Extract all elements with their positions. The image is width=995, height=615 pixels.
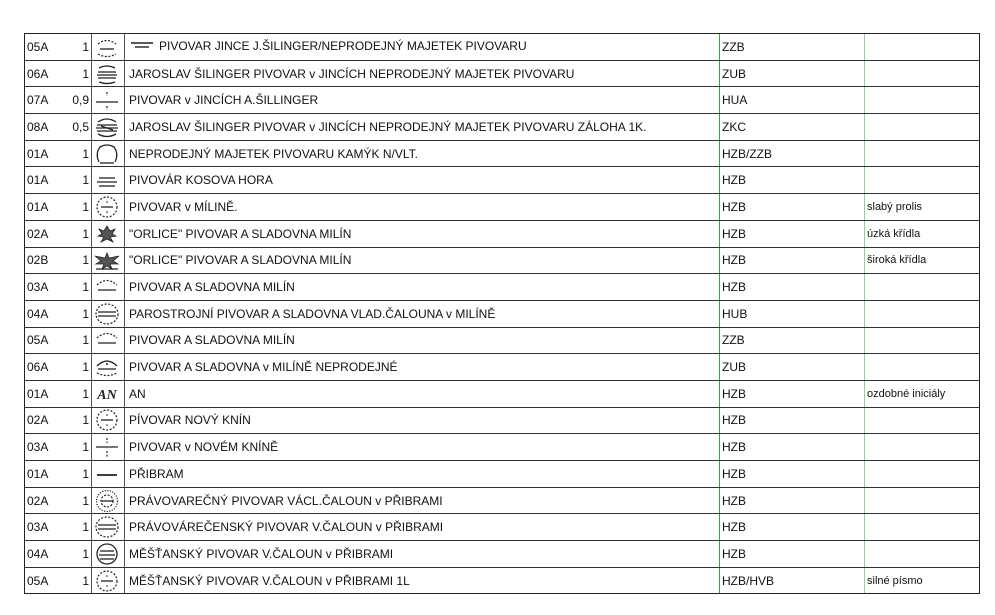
table-row (25, 461, 980, 488)
stamp-type-code: HZB (720, 434, 865, 461)
row-code: 04A (25, 300, 58, 327)
stamp-note (865, 327, 980, 354)
row-code: 05A (25, 327, 58, 354)
row-quantity: 1 (57, 327, 92, 354)
stamp-image-cell (92, 87, 125, 114)
stamp-inscription: PŘIBRAM (129, 466, 184, 481)
stamp-type-code: ZKC (720, 114, 865, 141)
table-row (25, 140, 980, 167)
stamp-inscription-cell (125, 114, 720, 141)
stamp-image-cell (92, 194, 125, 221)
stamp-inscription: AN (129, 386, 146, 401)
row-code: 02B (25, 247, 58, 274)
dense-text-stamp-icon (92, 115, 122, 139)
stamp-note: úzká křídla (865, 220, 980, 247)
table-row (25, 541, 980, 568)
stamp-type-code: HZB (720, 407, 865, 434)
row-code: 02A (25, 487, 58, 514)
stamp-type-code: HZB (720, 541, 865, 568)
stamp-type-code: HZB (720, 167, 865, 194)
svg-text:AN: AN (97, 387, 117, 403)
stamp-inscription: PIVOVAR v MÍLINĚ. (129, 199, 238, 214)
table-row (25, 34, 980, 61)
row-quantity: 1 (57, 167, 92, 194)
dotted-ring-stamp-icon (92, 489, 122, 513)
stamp-inscription: PIVOVAR v JINCÍCH A.ŠILLINGER (129, 93, 319, 108)
table-row (25, 354, 980, 381)
stamp-inscription-cell (125, 194, 720, 221)
dotted-circle-stamp-icon (92, 408, 122, 432)
circle-lined-stamp-icon (92, 542, 122, 566)
stamp-type-code: HZB (720, 274, 865, 301)
stamp-note (865, 60, 980, 87)
stamp-image-cell (92, 114, 125, 141)
row-code: 08A (25, 114, 58, 141)
stamp-inscription: PRÁVOVÁREČENSKÝ PIVOVAR V.ČALOUN v PŘIBRAMI (129, 520, 444, 535)
row-quantity: 1 (57, 34, 92, 61)
stamp-inscription-cell (125, 380, 720, 407)
stamp-note (865, 514, 980, 541)
stamp-catalogue-sheet (24, 33, 968, 594)
table-row (25, 300, 980, 327)
stamp-image-cell (92, 487, 125, 514)
table-row (25, 487, 980, 514)
stamp-image-cell (92, 220, 125, 247)
stamp-type-code: ZUB (720, 60, 865, 87)
single-line-stamp-icon (92, 462, 122, 486)
row-code: 02A (25, 220, 58, 247)
stamp-image-cell (92, 327, 125, 354)
stamp-inscription-cell (125, 87, 720, 114)
stamp-inscription: PIVOVÁR KOSOVA HORA (129, 173, 273, 188)
stamp-note (865, 300, 980, 327)
row-quantity: 1 (57, 461, 92, 488)
row-quantity: 1 (57, 60, 92, 87)
stamp-note (865, 461, 980, 488)
stamp-type-code: HZB (720, 461, 865, 488)
stamp-table (24, 33, 980, 594)
stamp-inscription: PIVOVAR A SLADOVNA v MILÍNĚ NEPRODEJNÉ (129, 360, 398, 375)
oval-lined-stamp-icon (92, 302, 122, 326)
stamp-inscription-cell (125, 140, 720, 167)
stamp-note: široká křídla (865, 247, 980, 274)
stamp-inscription-cell (125, 167, 720, 194)
stamp-note (865, 140, 980, 167)
stamp-image-cell (92, 461, 125, 488)
stamp-image-cell (92, 140, 125, 167)
stamp-image-cell (92, 274, 125, 301)
stamp-image-cell (92, 60, 125, 87)
stamp-inscription: MĚŠŤANSKÝ PIVOVAR V.ČALOUN v PŘIBRAMI (129, 546, 394, 561)
row-quantity: 1 (57, 434, 92, 461)
stamp-type-code: HUB (720, 300, 865, 327)
oval-lined-stamp-icon (92, 515, 122, 539)
row-quantity: 1 (57, 300, 92, 327)
stamp-inscription: PAROSTROJNÍ PIVOVAR A SLADOVNA VLAD.ČALOUNA v MILÍNĚ (129, 306, 496, 321)
table-row (25, 194, 980, 221)
stamp-inscription: MĚŠŤANSKÝ PIVOVAR V.ČALOUN v PŘIBRAMI 1L (129, 573, 410, 588)
table-row (25, 220, 980, 247)
stamp-image-cell (92, 354, 125, 381)
table-row (25, 514, 980, 541)
stamp-inscription: PIVOVAR v NOVÉM KNÍNĚ (129, 440, 279, 455)
stamp-note (865, 487, 980, 514)
stamp-type-code: ZUB (720, 354, 865, 381)
eagle-wide-wings-stamp-icon (92, 248, 122, 272)
stamp-type-code: HUA (720, 87, 865, 114)
stamp-type-code: HZB (720, 514, 865, 541)
arc-lined-stamp-icon (92, 355, 122, 379)
cross-bar-stamp-icon (92, 435, 122, 459)
stamp-inscription-cell (125, 567, 720, 594)
table-row (25, 380, 980, 407)
stamp-note (865, 274, 980, 301)
stamp-type-code: HZB (720, 220, 865, 247)
stamp-note: silné písmo (865, 567, 980, 594)
stamp-image-cell (92, 407, 125, 434)
row-code: 01A (25, 167, 58, 194)
row-code: 04A (25, 541, 58, 568)
stamp-type-code: ZZB (720, 34, 865, 61)
stamp-image-cell (92, 167, 125, 194)
stamp-inscription: PIVOVAR A SLADOVNA MILÍN (129, 333, 295, 348)
stamp-type-code: HZB (720, 380, 865, 407)
stamp-inscription: JAROSLAV ŠILINGER PIVOVAR v JINCÍCH NEPRODEJNÝ MAJETEK PIVOVARU (129, 66, 575, 81)
row-code: 06A (25, 354, 58, 381)
stamp-inscription-cell (125, 274, 720, 301)
stamp-inscription-cell (125, 434, 720, 461)
table-row (25, 87, 980, 114)
row-quantity: 1 (57, 407, 92, 434)
row-code: 02A (25, 407, 58, 434)
stamp-image-cell (92, 247, 125, 274)
dotted-circle-stamp-icon (92, 195, 122, 219)
row-quantity: 1 (57, 514, 92, 541)
table-row (25, 247, 980, 274)
oval-stamp-icon (92, 142, 122, 166)
dotted-circle-stamp-icon (92, 569, 122, 593)
stamp-type-code: HZB (720, 247, 865, 274)
stamp-inscription-cell (125, 407, 720, 434)
row-quantity: 1 (57, 354, 92, 381)
row-quantity: 1 (57, 541, 92, 568)
line-dots-stamp-icon (92, 88, 122, 112)
stamp-inscription-cell (125, 220, 720, 247)
stamp-note (865, 114, 980, 141)
stamp-inscription: PÍVOVAR NOVÝ KNÍN (129, 413, 251, 428)
row-code: 03A (25, 514, 58, 541)
table-row (25, 567, 980, 594)
stamp-inscription-cell (125, 354, 720, 381)
stamp-inscription-cell (125, 541, 720, 568)
row-quantity: 1 (57, 380, 92, 407)
stamp-inscription-cell (125, 514, 720, 541)
row-code: 06A (25, 60, 58, 87)
row-quantity: 1 (57, 567, 92, 594)
stamp-note (865, 354, 980, 381)
stamp-inscription: PIVOVAR JINCE J.ŠILINGER/NEPRODEJNÝ MAJETEK PIVOVARU (159, 39, 527, 54)
table-row (25, 434, 980, 461)
row-code: 01A (25, 140, 58, 167)
stamp-note: ozdobné iniciály (865, 380, 980, 407)
stamp-type-code: HZB (720, 194, 865, 221)
row-code: 05A (25, 567, 58, 594)
stamp-image-cell (92, 300, 125, 327)
arc-bar-stamp-icon (92, 328, 122, 352)
stamp-type-code: HZB (720, 487, 865, 514)
stamp-inscription-cell (125, 34, 720, 61)
stamp-image-cell (92, 514, 125, 541)
double-bar-mark-icon (129, 40, 155, 54)
row-quantity: 1 (57, 487, 92, 514)
row-quantity: 1 (57, 274, 92, 301)
stamp-note (865, 407, 980, 434)
stamp-image-cell (92, 380, 125, 407)
table-row (25, 60, 980, 87)
stamp-note (865, 434, 980, 461)
stamp-inscription-cell (125, 60, 720, 87)
row-quantity: 0,5 (57, 114, 92, 141)
stamp-note (865, 34, 980, 61)
stamp-inscription: PIVOVAR A SLADOVNA MILÍN (129, 280, 295, 295)
table-row (25, 114, 980, 141)
monogram-an-stamp-icon (92, 382, 122, 406)
row-quantity: 1 (57, 220, 92, 247)
row-code: 03A (25, 434, 58, 461)
stamp-type-code: HZB/HVB (720, 567, 865, 594)
stamp-inscription-cell (125, 327, 720, 354)
dashed-arc-bar-stamp-icon (92, 35, 122, 59)
double-line-stamp-icon (92, 168, 122, 192)
stamp-inscription: NEPRODEJNÝ MAJETEK PIVOVARU KAMÝK N/VLT. (129, 146, 418, 161)
row-quantity: 1 (57, 140, 92, 167)
stamp-image-cell (92, 541, 125, 568)
table-row (25, 167, 980, 194)
stamp-inscription: JAROSLAV ŠILINGER PIVOVAR v JINCÍCH NEPRODEJNÝ MAJETEK PIVOVARU ZÁLOHA 1K. (129, 119, 647, 134)
eagle-narrow-wings-stamp-icon (92, 222, 122, 246)
stamp-type-code: ZZB (720, 327, 865, 354)
stamp-type-code: HZB/ZZB (720, 140, 865, 167)
stamp-note (865, 167, 980, 194)
row-code: 01A (25, 461, 58, 488)
row-code: 03A (25, 274, 58, 301)
row-code: 01A (25, 194, 58, 221)
arc-bar-stamp-icon (92, 275, 122, 299)
stamp-note: slabý prolis (865, 194, 980, 221)
row-code: 01A (25, 380, 58, 407)
row-quantity: 1 (57, 247, 92, 274)
multi-line-stamp-icon (92, 62, 122, 86)
row-quantity: 0,9 (57, 87, 92, 114)
row-quantity: 1 (57, 194, 92, 221)
row-code: 05A (25, 34, 58, 61)
stamp-inscription-cell (125, 247, 720, 274)
stamp-note (865, 541, 980, 568)
stamp-inscription: "ORLICE" PIVOVAR A SLADOVNA MILÍN (129, 253, 352, 268)
stamp-note (865, 87, 980, 114)
stamp-inscription: PRÁVOVAREČNÝ PIVOVAR VÁCL.ČALOUN v PŘIBRAMI (129, 493, 443, 508)
table-row (25, 327, 980, 354)
table-row (25, 407, 980, 434)
stamp-inscription-cell (125, 300, 720, 327)
table-row (25, 274, 980, 301)
row-code: 07A (25, 87, 58, 114)
stamp-inscription: "ORLICE" PIVOVAR A SLADOVNA MILÍN (129, 226, 352, 241)
stamp-inscription-cell (125, 487, 720, 514)
stamp-image-cell (92, 567, 125, 594)
stamp-image-cell (92, 34, 125, 61)
stamp-inscription-cell (125, 461, 720, 488)
stamp-image-cell (92, 434, 125, 461)
